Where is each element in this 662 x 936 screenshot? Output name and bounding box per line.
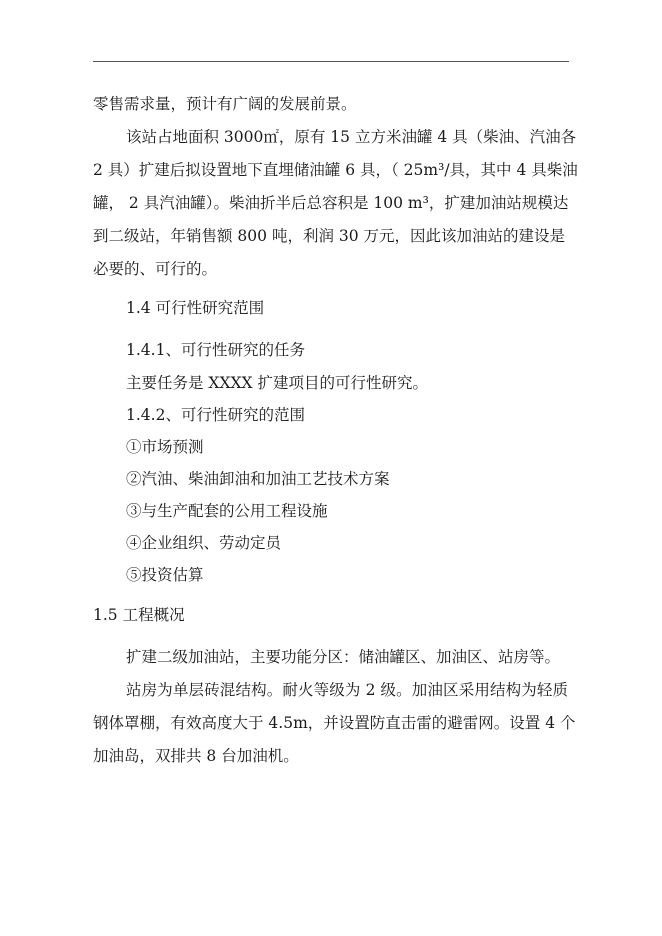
overview-line-2: 站房为单层砖混结构。耐火等级为 2 级。加油区采用结构为轻质 [126,681,568,699]
scope-item: ②汽油、柴油卸油和加油工艺技术方案 [126,470,390,488]
site-paragraph-line-1: 该站占地面积 3000㎡，原有 15 立方米油罐 4 具（柴油、汽油各 [126,128,577,146]
scope-item: ⑤投资估算 [126,566,204,584]
section-heading-1-5: 1.5 工程概况 [93,606,185,624]
scope-item: ①市场预测 [126,438,204,456]
section-heading-1-4: 1.4 可行性研究范围 [126,299,265,317]
site-paragraph-line-2: 2 具）扩建后拟设置地下直埋储油罐 6 具，（ 25m³/具，其中 4 具柴油 [93,161,578,179]
overview-line-3: 钢体罩棚，有效高度大于 4.5m，并设置防直击雷的避雷网。设置 4 个 [93,714,576,732]
site-paragraph-line-3: 罐， 2 具汽油罐）。柴油折半后总容积是 100 m³，扩建加油站规模达 [93,194,569,212]
site-paragraph-line-4: 到二级站，年销售额 800 吨，利润 30 万元，因此该加油站的建设是 [93,227,566,245]
site-paragraph-line-5: 必要的、可行的。 [93,260,218,278]
intro-text: 零售需求量，预计有广阔的发展前景。 [93,95,357,113]
task-text: 主要任务是 XXXX 扩建项目的可行性研究。 [126,374,428,392]
scope-item: ④企业组织、劳动定员 [126,534,282,552]
subsection-heading-1-4-1: 1.4.1、可行性研究的任务 [126,341,305,359]
overview-line-1: 扩建二级加油站，主要功能分区：储油罐区、加油区、站房等。 [126,648,561,666]
overview-line-4: 加油岛，双排共 8 台加油机。 [93,747,299,765]
scope-item: ③与生产配套的公用工程设施 [126,502,328,520]
subsection-heading-1-4-2: 1.4.2、可行性研究的范围 [126,406,305,424]
header-rule [93,61,569,62]
